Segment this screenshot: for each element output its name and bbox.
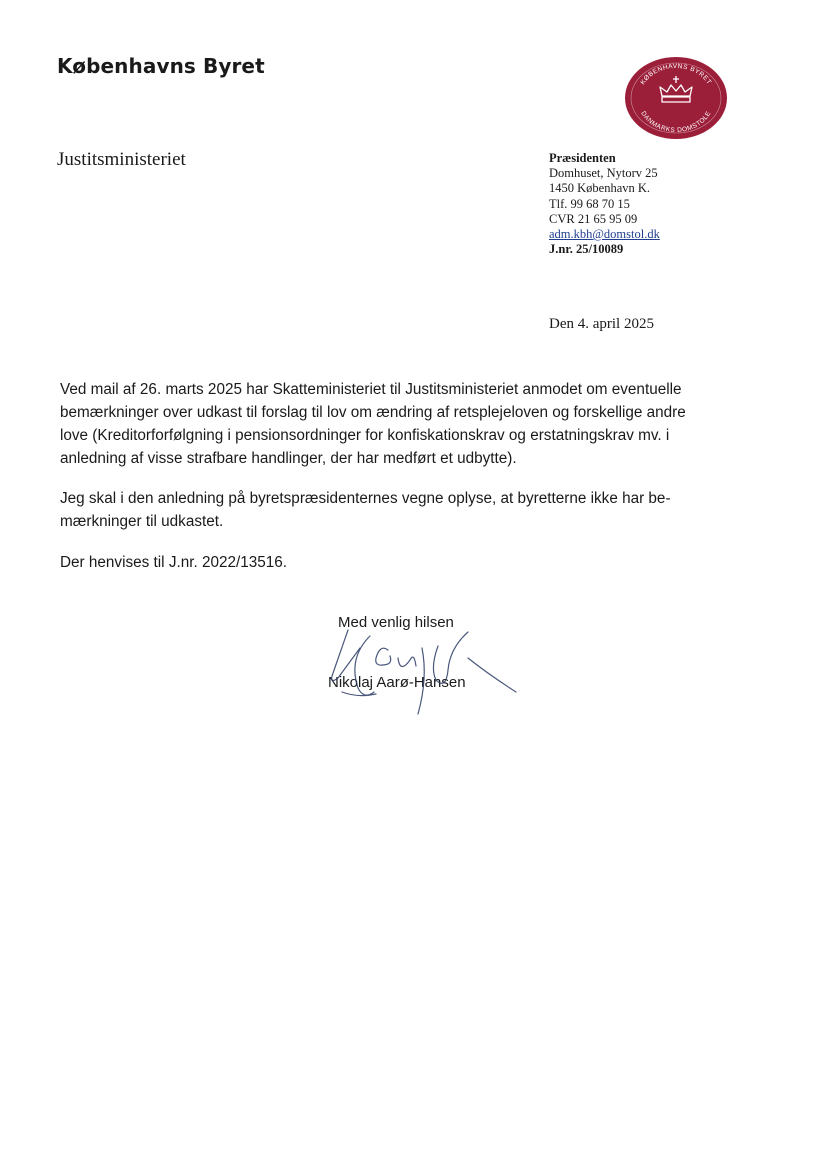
body-line: love (Kreditorforfølgning i pensionsordninger for konfiskationskrav og erstatningskrav mv. i [60, 427, 670, 444]
recipient: Justitsministeriet [57, 149, 186, 170]
sender-phone: Tlf. 99 68 70 15 [549, 196, 630, 211]
body-line: Jeg skal i den anledning på byretspræsidenternes vegne oplyse, at byretterne ikke har be- [60, 490, 671, 507]
sender-address-line1: Domhuset, Nytorv 25 [549, 166, 658, 181]
court-name: Københavns Byret [57, 54, 265, 78]
body-line: anledning af visse strafbare handlinger, der har medført et udbytte). [60, 450, 517, 467]
sender-cvr: CVR 21 65 95 09 [549, 211, 638, 226]
sender-title: Præsidenten [549, 151, 616, 165]
body-paragraph-1 [60, 378, 760, 470]
closing-greeting: Med venlig hilsen [338, 614, 454, 631]
signer-name: Nikolaj Aarø-Hansen [328, 674, 466, 691]
court-seal-logo [624, 56, 728, 140]
body-paragraph-2 [60, 487, 760, 533]
body-line: bemærkninger over udkast til forslag til lov om ændring af retsplejeloven og forskellige andre [60, 404, 686, 421]
body-paragraph-3: Der henvises til J.nr. 2022/13516. [60, 554, 288, 571]
body-line: mærkninger til udkastet. [60, 513, 224, 530]
sender-email-link[interactable]: adm.kbh@domstol.dk [549, 227, 660, 242]
seal-bottom-text: DANMARKS DOMSTOLE [639, 110, 713, 135]
body-line: Ved mail af 26. marts 2025 har Skatteministeriet til Justitsministeriet anmodet om eventuelle [60, 381, 682, 398]
sender-case-number: J.nr. 25/10089 [549, 242, 624, 257]
letter-date: Den 4. april 2025 [549, 316, 654, 332]
sender-address-line2: 1450 København K. [549, 181, 651, 196]
seal-top-text: KØBENHAVNS BYRET [639, 62, 713, 87]
handwritten-signature [318, 618, 528, 718]
sender-block [549, 151, 660, 257]
